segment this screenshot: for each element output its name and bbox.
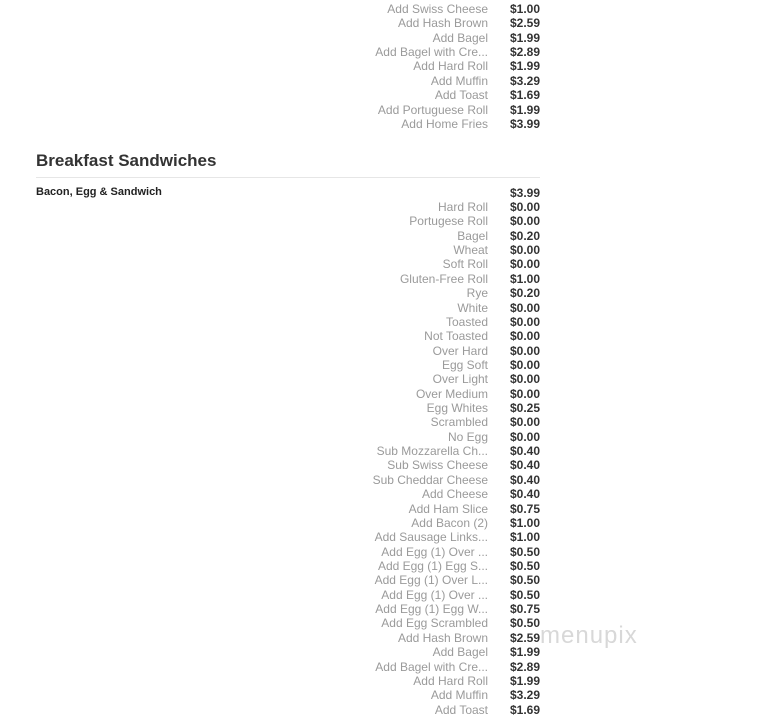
option-row (0, 200, 758, 214)
option-price: $3.99 (510, 116, 541, 131)
option-row (0, 502, 758, 516)
section-heading: Breakfast Sandwiches (36, 151, 217, 170)
option-price: $0.00 (510, 329, 541, 344)
option-price: $0.00 (510, 372, 541, 387)
option-row (0, 387, 758, 401)
option-name: Add Bagel with Cre... (375, 659, 488, 674)
option-name: Add Egg (1) Over ... (381, 587, 488, 602)
option-price: $0.00 (510, 214, 541, 229)
option-row (0, 688, 758, 702)
option-row (0, 286, 758, 300)
option-price: $3.29 (510, 73, 541, 88)
option-name: Add Hash Brown (397, 16, 488, 31)
option-name: Not Toasted (424, 329, 488, 344)
option-row (0, 487, 758, 501)
option-name: Add Toast (434, 88, 488, 103)
option-price: $0.00 (510, 357, 541, 372)
option-name: No Egg (447, 429, 488, 444)
option-name: Sub Swiss Cheese (387, 458, 488, 473)
option-name: Add Home Fries (401, 116, 488, 131)
option-row (0, 530, 758, 544)
option-name: Hard Roll (437, 200, 488, 214)
option-price: $1.69 (510, 702, 541, 717)
option-price: $2.59 (510, 16, 541, 31)
item-options-list (0, 200, 758, 717)
option-name: Over Hard (432, 343, 488, 358)
option-row (0, 703, 758, 717)
option-name: Soft Roll (442, 257, 488, 272)
option-name: Add Egg Scrambled (381, 616, 488, 631)
option-row (0, 645, 758, 659)
option-row (0, 415, 758, 429)
option-name: Add Egg (1) Over L... (374, 573, 488, 588)
option-price: $0.50 (510, 544, 541, 559)
option-name: Wheat (453, 243, 488, 258)
option-name: Add Portuguese Roll (377, 102, 488, 117)
option-name: Over Medium (415, 386, 488, 401)
option-row (0, 59, 758, 73)
option-name: Add Hash Brown (397, 630, 488, 645)
option-name: Toasted (445, 314, 488, 329)
option-price: $0.00 (510, 314, 541, 329)
option-name: Add Cheese (421, 487, 488, 502)
option-row (0, 631, 758, 645)
option-name: Over Light (432, 372, 488, 387)
option-row (0, 74, 758, 88)
option-name: Add Ham Slice (408, 501, 488, 516)
option-price: $0.00 (510, 343, 541, 358)
option-name: Gluten-Free Roll (399, 271, 488, 286)
option-row (0, 229, 758, 243)
option-price: $0.40 (510, 472, 541, 487)
option-name: Add Bacon (2) (411, 515, 488, 530)
option-row (0, 573, 758, 587)
section-divider (36, 177, 540, 178)
option-price: $0.00 (510, 386, 541, 401)
option-name: Sub Mozzarella Ch... (376, 444, 488, 459)
option-price: $2.89 (510, 659, 541, 674)
option-row (0, 2, 758, 16)
option-price: $1.00 (510, 271, 541, 286)
option-price: $0.40 (510, 487, 541, 502)
option-price: $0.75 (510, 501, 541, 516)
option-name: Bagel (457, 228, 488, 243)
option-price: $1.99 (510, 102, 541, 117)
option-price: $1.99 (510, 645, 541, 660)
option-price: $0.00 (510, 243, 541, 258)
option-price: $0.00 (510, 257, 541, 272)
option-name: Add Egg (1) Egg S... (377, 558, 488, 573)
option-row (0, 516, 758, 530)
option-price: $0.20 (510, 286, 541, 301)
option-price: $0.00 (510, 300, 541, 315)
option-name: Sub Cheddar Cheese (372, 472, 488, 487)
option-row (0, 602, 758, 616)
option-price: $0.00 (510, 200, 541, 214)
menu-item-price: $3.99 (510, 186, 541, 200)
option-price: $1.00 (510, 515, 541, 530)
option-row (0, 45, 758, 59)
option-price: $0.50 (510, 616, 541, 631)
option-row (0, 588, 758, 602)
option-name: Add Hard Roll (413, 59, 488, 74)
option-row (0, 401, 758, 415)
option-price: $0.40 (510, 458, 541, 473)
option-name: Egg Whites (426, 401, 488, 416)
option-name: Add Swiss Cheese (387, 2, 488, 16)
option-name: Add Muffin (430, 688, 488, 703)
option-row (0, 372, 758, 386)
option-name: Add Muffin (430, 73, 488, 88)
option-row (0, 674, 758, 688)
option-row (0, 16, 758, 30)
option-name: Add Bagel (432, 645, 488, 660)
option-price: $1.69 (510, 88, 541, 103)
option-price: $0.20 (510, 228, 541, 243)
option-price: $2.59 (510, 630, 541, 645)
menu-item-name: Bacon, Egg & Sandwich (36, 186, 162, 198)
option-price: $0.40 (510, 444, 541, 459)
option-row (0, 272, 758, 286)
option-row (0, 616, 758, 630)
option-row (0, 358, 758, 372)
option-price: $0.25 (510, 401, 541, 416)
option-name: White (457, 300, 488, 315)
option-name: Add Hard Roll (413, 673, 488, 688)
option-name: Rye (466, 286, 488, 301)
option-name: Add Bagel (432, 30, 488, 45)
option-row (0, 103, 758, 117)
option-row (0, 315, 758, 329)
option-row (0, 301, 758, 315)
option-row (0, 214, 758, 228)
watermark-logo: menupix (540, 622, 638, 649)
option-row (0, 458, 758, 472)
option-row (0, 660, 758, 674)
option-row (0, 344, 758, 358)
option-row (0, 444, 758, 458)
option-row (0, 117, 758, 131)
option-price: $0.50 (510, 573, 541, 588)
top-options-list (0, 2, 758, 131)
option-price: $1.00 (510, 530, 541, 545)
option-price: $2.89 (510, 45, 541, 60)
option-name: Egg Soft (441, 357, 488, 372)
option-price: $1.99 (510, 673, 541, 688)
option-name: Portugese Roll (409, 214, 488, 229)
option-name: Add Sausage Links... (374, 530, 488, 545)
option-name: Add Egg (1) Egg W... (375, 602, 488, 617)
option-row (0, 473, 758, 487)
option-row (0, 545, 758, 559)
option-price: $0.00 (510, 429, 541, 444)
option-price: $0.50 (510, 558, 541, 573)
option-row (0, 329, 758, 343)
option-price: $1.00 (510, 2, 541, 16)
option-row (0, 243, 758, 257)
option-name: Add Egg (1) Over ... (381, 544, 488, 559)
option-name: Add Toast (434, 702, 488, 717)
option-price: $3.29 (510, 688, 541, 703)
option-row (0, 88, 758, 102)
option-row (0, 31, 758, 45)
option-price: $0.00 (510, 415, 541, 430)
option-price: $1.99 (510, 59, 541, 74)
option-row (0, 559, 758, 573)
option-name: Scrambled (430, 415, 488, 430)
option-price: $0.50 (510, 587, 541, 602)
option-name: Add Bagel with Cre... (375, 45, 488, 60)
option-price: $1.99 (510, 30, 541, 45)
option-row (0, 257, 758, 271)
option-row (0, 430, 758, 444)
option-price: $0.75 (510, 602, 541, 617)
